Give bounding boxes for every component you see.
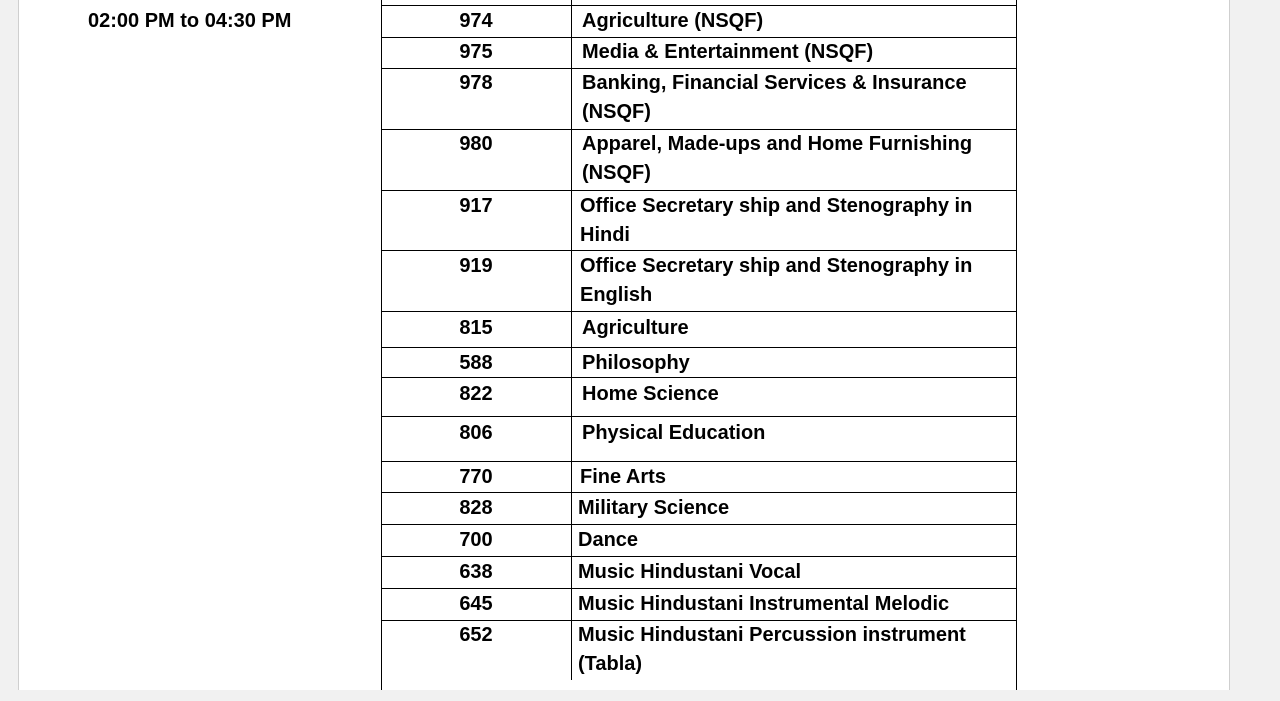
table-row [381,251,1017,312]
table-row [381,130,1017,191]
subject-name: Banking, Financial Services & Insurance (NSQF) [582,72,967,123]
subject-name: Agriculture [582,317,689,339]
subject-name: Philosophy [582,352,690,374]
subject-code: 638 [459,561,493,583]
subject-code: 645 [459,593,493,615]
table-row [381,348,1017,378]
subject-code: 822 [459,383,493,405]
subject-code: 652 [459,624,493,646]
table-row [381,6,1017,38]
table-row [381,312,1017,348]
subject-code: 978 [459,72,493,94]
subject-code: 588 [459,352,493,374]
table-row [381,589,1017,621]
subject-code: 828 [459,497,493,519]
subject-name: Music Hindustani Vocal [578,561,801,583]
subject-name: Music Hindustani Instrumental Melodic [578,593,950,615]
subject-code: 770 [459,466,493,488]
subject-code: 815 [459,317,493,339]
table-row [381,557,1017,589]
subject-name: Military Science [578,497,730,519]
subject-name: Dance [578,529,639,551]
subject-name: Office Secretary ship and Stenography in English [580,255,973,306]
table-row [381,493,1017,525]
subject-name: Fine Arts [580,466,666,488]
subject-code: 806 [459,422,493,444]
subject-name: Apparel, Made-ups and Home Furnishing (NSQF) [582,133,973,184]
table-row [381,525,1017,557]
table-row [381,621,1017,701]
subject-name: Agriculture (NSQF) [582,10,764,32]
table-row [381,378,1017,417]
exam-time-slot: 02:00 PM to 04:30 PM [88,10,292,32]
subject-code: 974 [459,10,493,32]
table-row [381,417,1017,462]
subject-name: Music Hindustani Percussion instrument (Tabla) [578,624,966,675]
subject-code: 975 [459,41,493,63]
subject-name: Media & Entertainment (NSQF) [582,41,874,63]
subject-code: 917 [459,195,493,217]
subject-name: Office Secretary ship and Stenography in Hindi [580,195,973,246]
table-row [381,191,1017,251]
subject-name: Physical Education [582,422,766,444]
subject-code: 700 [459,529,493,551]
subject-code: 980 [459,133,493,155]
table-row [381,462,1017,493]
table-row [381,38,1017,69]
subject-name: Home Science [582,383,719,405]
table-row [381,69,1017,130]
subject-code: 919 [459,255,493,277]
